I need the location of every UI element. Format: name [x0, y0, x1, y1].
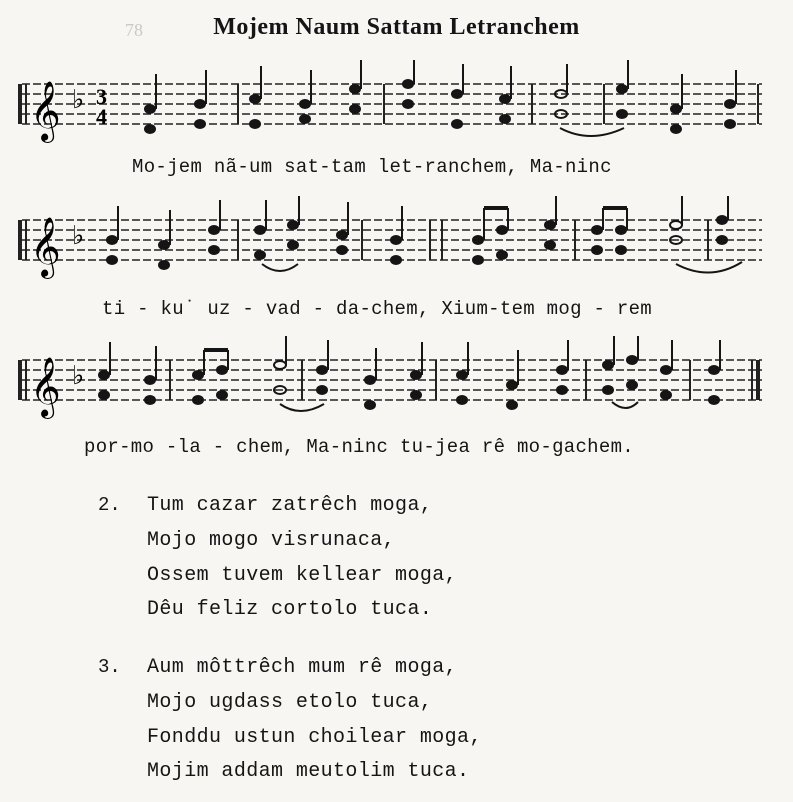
lyric-line-2: ti - ku˙ uz - vad - da-chem, Xium-tem mog - rem — [102, 298, 652, 320]
lyric-line-1: Mo-jem nã-um sat-tam let-ranchem, Ma-ninc — [132, 156, 612, 178]
flat-icon: ♭ — [72, 85, 85, 115]
verse-line: Mojo ugdass etolo tuca, — [147, 691, 433, 714]
song-title: Mojem Naum Sattam Letranchem — [213, 14, 580, 40]
staff-3 — [0, 336, 793, 426]
lyric-line-3: por-mo -la - chem, Ma-ninc tu-jea rê mo-gachem. — [84, 436, 634, 458]
verse-line: Dêu feliz cortolo tuca. — [147, 598, 433, 621]
staff-2 — [0, 196, 793, 286]
treble-clef-icon: 𝄞 — [30, 81, 61, 141]
music-system-2 — [0, 196, 793, 326]
music-system-3 — [0, 336, 793, 466]
treble-clef-icon: 𝄞 — [30, 357, 61, 417]
staff-1 — [0, 60, 793, 150]
verse-line: Ossem tuvem kellear moga, — [147, 564, 458, 587]
verse-line: Mojo mogo visrunaca, — [147, 529, 396, 552]
verse-line: Aum môttrêch mum rê moga, — [147, 656, 458, 679]
time-signature-bottom: 4 — [96, 104, 107, 129]
verse-number: 3. — [98, 656, 121, 678]
music-system-1 — [0, 60, 793, 190]
flat-icon: ♭ — [72, 361, 85, 391]
verse-line: Mojim addam meutolim tuca. — [147, 760, 470, 783]
treble-clef-icon: 𝄞 — [30, 217, 61, 277]
verse-line: Fonddu ustun choilear moga, — [147, 726, 482, 749]
time-signature-top: 3 — [96, 84, 107, 109]
verse-number: 2. — [98, 494, 121, 516]
verse-line: Tum cazar zatrêch moga, — [147, 494, 433, 517]
flat-icon: ♭ — [72, 221, 85, 251]
page-number: 78 — [125, 20, 143, 40]
